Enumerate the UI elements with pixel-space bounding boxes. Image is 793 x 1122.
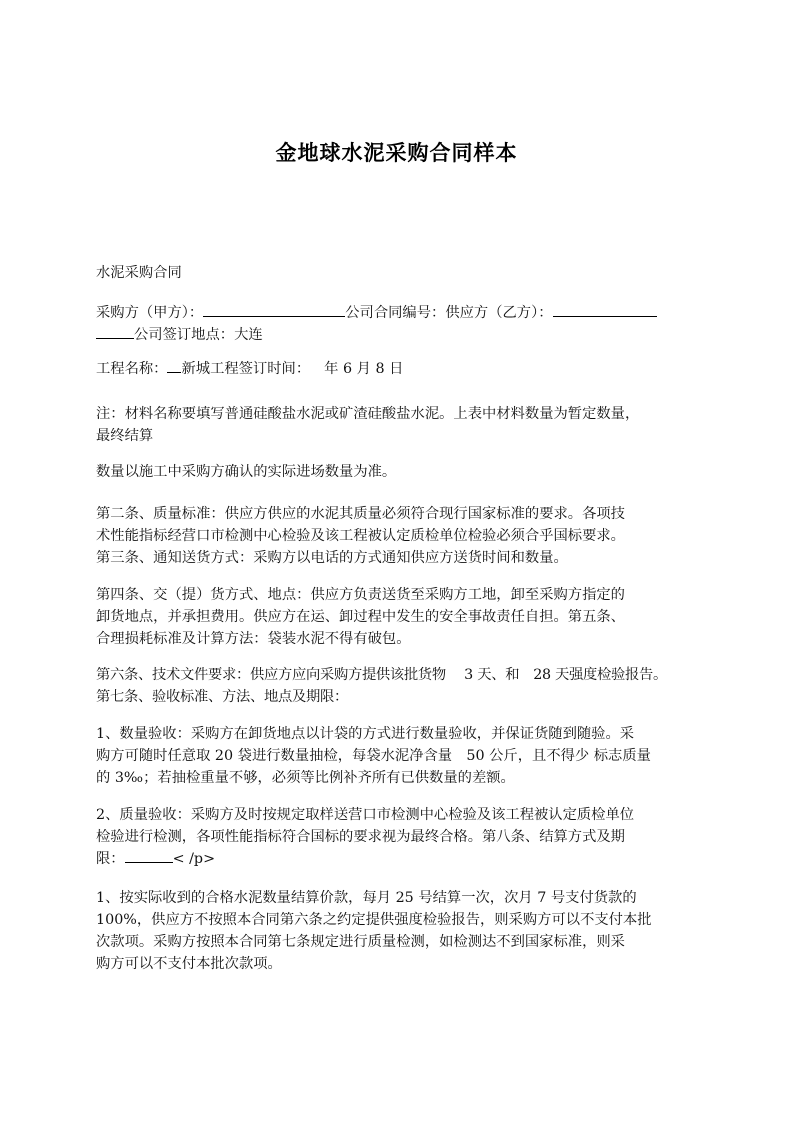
project-name-value: 新城工程 <box>181 361 239 377</box>
buyer-label: 采购方（甲方）： <box>96 305 204 321</box>
parties-line-2 <box>96 324 706 346</box>
seller-blank <box>553 302 657 317</box>
settlement-1-line-1: 1、按实际收到的合格水泥数量结算价款，每月 25 号结算一次，次月 7 号支付货款的 <box>96 890 637 906</box>
parties-line-1 <box>96 302 706 324</box>
project-name-label: 工程名称： <box>96 361 168 377</box>
settlement-period-blank <box>125 848 173 863</box>
seller-blank-continued <box>96 324 134 339</box>
document-title: 金地球水泥采购合同样本 <box>275 141 518 165</box>
sign-time-value: 年 6 月 8 日 <box>324 361 404 377</box>
project-line <box>96 358 706 380</box>
article-4-line-1: 第四条、交（提）货方式、地点：供应方负责送货至采购方工地，卸至采购方指定的 <box>96 587 625 603</box>
acceptance-1-line-3: 的 3‰；若抽检重量不够，必须等比例补齐所有已供数量的差额。 <box>96 770 515 786</box>
settlement-1-line-3: 次款项。采购方按照本合同第七条规定进行质量检测，如检测达不到国家标准，则采 <box>96 934 625 950</box>
note-line-2: 最终结算 <box>96 428 154 444</box>
article-2-paragraph <box>96 503 706 569</box>
acceptance-1-line-2: 购方可随时任意取 20 袋进行数量抽检，每袋水泥净含量 50 公斤，且不得少 标志质量 <box>96 748 651 764</box>
article-4-line-2: 卸货地点，并承担费用。供应方在运、卸过程中发生的安全事故责任自担。第五条、 <box>96 609 625 625</box>
acceptance-2-line-2: 检验进行检测，各项性能指标符合国标的要求视为最终合格。第八条、结算方式及期 <box>96 829 625 845</box>
acceptance-2-line-1: 2、质量验收：采购方及时按规定取样送营口市检测中心检验及该工程被认定质检单位 <box>96 807 635 823</box>
article-2-line-1: 第二条、质量标准：供应方供应的水泥其质量必须符合现行国家标准的要求。各项技 <box>96 506 625 522</box>
settlement-1-line-4: 购方可以不支付本批次款项。 <box>96 956 282 972</box>
seller-label: 供应方（乙方）： <box>445 305 553 321</box>
sign-place-value: 大连 <box>234 327 263 343</box>
sign-place-label: 公司签订地点： <box>134 327 235 343</box>
article-2-line-3: 第三条、通知送货方式：采购方以电话的方式通知供应方送货时间和数量。 <box>96 550 568 566</box>
stray-markup-text: < /p> <box>172 851 216 867</box>
sign-time-label: 签订时间： <box>238 361 311 377</box>
article-6-line-1: 第六条、技术文件要求：供应方应向采购方提供该批货物 3 天、和 28 天强度检验报告。 <box>96 667 667 683</box>
contract-heading <box>96 262 706 284</box>
contract-heading-text: 水泥采购合同 <box>96 265 182 281</box>
contract-no-label: 公司合同编号： <box>345 305 446 321</box>
settlement-1-line-2: 100%，供应方不按照本合同第六条之约定提供强度检验报告，则采购方可以不支付本批 <box>96 912 652 928</box>
buyer-blank <box>203 302 345 317</box>
article-4-paragraph <box>96 584 706 650</box>
note-line-1: 注：材料名称要填写普通硅酸盐水泥或矿渣硅酸盐水泥。上表中材料数量为暂定数量， <box>96 406 640 422</box>
settlement-period-label: 限： <box>96 851 125 867</box>
article-4-line-3: 合理损耗标准及计算方法：袋装水泥不得有破包。 <box>96 631 411 647</box>
acceptance-2-line-3 <box>96 848 706 870</box>
project-name-blank <box>167 358 181 373</box>
project-paragraph <box>96 358 706 380</box>
article-6-line-2: 第七条、验收标准、方法、地点及期限： <box>96 689 348 705</box>
article-6-paragraph <box>96 664 706 708</box>
acceptance-2-paragraph <box>96 804 706 870</box>
quantity-basis-paragraph <box>96 461 706 483</box>
settlement-1-paragraph <box>96 887 706 975</box>
article-2-line-2: 术性能指标经营口市检测中心检验及该工程被认定质检单位检验必须合乎国标要求。 <box>96 528 625 544</box>
parties-paragraph <box>96 302 706 346</box>
quantity-basis-line: 数量以施工中采购方确认的实际进场数量为准。 <box>96 464 397 480</box>
note-paragraph <box>96 403 706 447</box>
acceptance-1-paragraph <box>96 723 706 789</box>
acceptance-1-line-1: 1、数量验收：采购方在卸货地点以计袋的方式进行数量验收，并保证货随到随验。采 <box>96 726 635 742</box>
